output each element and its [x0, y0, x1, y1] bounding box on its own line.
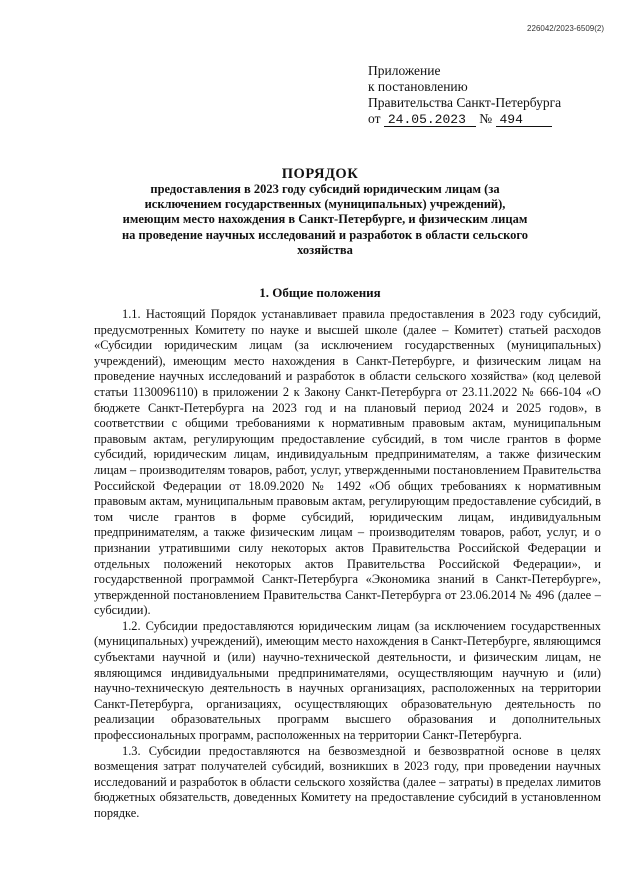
appendix-block [368, 63, 561, 127]
date-prefix: от [368, 111, 381, 126]
document-number: 226042/2023-6509(2) [527, 24, 604, 33]
appendix-line-3: Правительства Санкт-Петербурга [368, 95, 562, 110]
appendix-line-1: Приложение [368, 63, 441, 78]
paragraph-1-2: 1.2. Субсидии предоставляются юридическим лицам (за исключением государственных (муниципальных) учреждений), имеющим место нахождения в Санкт-Петербурге, являющимся субъектами научной и (или) научно-технической деятельности, и физическим лицам, не являющимся индивидуальными предпринимателями, осуществляющим научную и (или) научно-техническую деятельность в научных организациях, расположенных на территории Санкт-Петербурга, организациях, осуществляющих образовательную деятельность по реализации образовательных программ высшего образования и дополнительных профессиональных программ, расположенных на территории Санкт-Петербурга. [94, 618, 601, 743]
resolution-number: 494 [496, 113, 552, 127]
number-prefix: № [479, 111, 493, 126]
paragraph-1-3: 1.3. Субсидии предоставляются на безвозмездной и безвозвратной основе в целях возмещения затрат получателей субсидий, возникших в 2023 году, при проведении научных исследований и разработок в области сельского хозяйства (далее – затраты) в пределах лимитов бюджетных обязательств, доведенных Комитету на предоставление субсидий в установленном порядке. [94, 743, 601, 820]
section-body [94, 307, 601, 822]
document-title: ПОРЯДОК [281, 166, 359, 182]
appendix-line-2: к постановлению [368, 79, 468, 94]
paragraph-1-1: 1.1. Настоящий Порядок устанавливает правила предоставления в 2023 году субсидий, предусмотренных Комитету по науке и высшей школе (далее – Комитет) статьей расходов «Субсидии юридическим лицам (за исключением государственных (муниципальных) учреждений), имеющим место нахождения в Санкт-Петербурге, и физическим лицам на проведение научных исследований и разработок в области сельского хозяйства» (код целевой статьи 1130096110) в приложении 2 к Закону Санкт-Петербурга от 23.11.2022 № 666-104 «О бюджете Санкт-Петербурга на 2023 год и на плановый период 2024 и 2025 годов», в соответствии с общими требованиями к нормативным правовым актам, муниципальным правовым актам, регулирующим предоставление субсидий, в том числе грантов в форме субсидий, юридическим лицам, индивидуальным предпринимателям, а также физическим лицам – производителям товаров, работ, услуг, утвержденными постановлением Правительства Российской Федерации от 18.09.2020 № 1492 «Об общих требованиях к нормативным правовым актам, муниципальным правовым актам, регулирующим предоставление субсидий, в том числе грантов в форме субсидий, юридическим лицам, индивидуальным предпринимателям, а также физическим лицам – производителям товаров, работ, услуг, и о признании утратившими силу некоторых актов Правительства Российской Федерации и отдельных положений некоторых актов Правительства Российской Федерации», и государственной программой Санкт-Петербурга «Экономика знаний в Санкт-Петербурге», утвержденной постановлением Правительства Санкт-Петербурга от 23.06.2014 № 496 (далее – субсидии). [94, 307, 601, 618]
appendix-date-line [368, 111, 561, 127]
section-heading: 1. Общие положения [259, 285, 381, 300]
resolution-date: 24.05.2023 [384, 113, 476, 127]
document-subtitle: предоставления в 2023 году субсидий юридическим лицам (за исключением государственных (муниципальных) учреждений), имеющим место нахождения в Санкт-Петербурге, и физическим лицам на проведение научных исследований и разработок в области сельского хозяйства [121, 182, 529, 257]
